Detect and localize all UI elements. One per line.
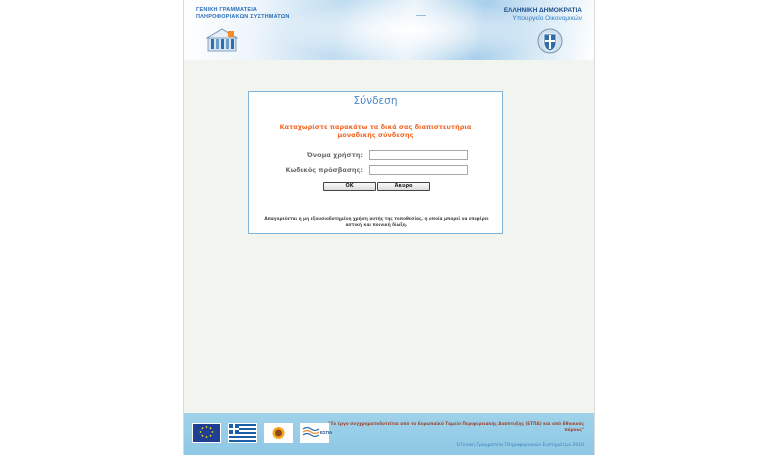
login-title: Σύνδεση [353,95,398,107]
greek-coat-of-arms-icon [536,27,564,55]
ok-button[interactable]: OK [323,182,376,191]
cancel-button[interactable]: Άκυρο [377,182,430,191]
copyright-notice: ©Γενική Γραμματεία Πληροφοριακών Συστημάτων 2010 [456,443,584,448]
password-input[interactable] [369,165,468,175]
eu-flag-icon [192,423,221,443]
header-ministry: Υπουργείο Οικονομικών [512,15,582,22]
password-label: Κωδικός πρόσβασης: [285,166,363,174]
header-right-title [504,7,582,23]
greek-flag-icon [228,423,257,443]
gsis-building-logo-icon [206,27,238,53]
login-instructions: Καταχωρίστε παρακάτω τα δικά σας διαπιστευτήρια μοναδικής σύνδεσης [279,123,472,139]
login-panel [248,91,503,234]
header-left-title [196,7,290,20]
digital-convergence-logo-icon [264,423,293,443]
header-decoration [416,15,426,16]
page-container [183,0,595,455]
password-row [249,165,502,177]
site-footer [184,413,594,455]
header-org-line2: ΠΛΗΡΟΦΟΡΙΑΚΩΝ ΣΥΣΤΗΜΑΤΩΝ [196,13,290,20]
header-org-line1: ΓΕΝΙΚΗ ΓΡΑΜΜΑΤΕΙΑ [196,7,258,13]
username-input[interactable] [369,150,468,160]
username-row [249,150,502,162]
header-country: ΕΛΛΗΝΙΚΗ ΔΗΜΟΚΡΑΤΙΑ [503,7,582,14]
unauthorized-use-warning: Απαγορεύεται η μη εξουσιοδοτημένη χρήση αυτής της τοποθεσίας, η οποία μπορεί να επιφέρει αστική και ποινική δίωξη. [264,216,489,227]
site-header [184,0,594,60]
funding-statement: "Το έργο συγχρηματοδοτείται από το Ευρωπαϊκό Ταμείο Περιφερειακής Ανάπτυξης (ΕΤΠΑ) και από Εθνικούς πόρους" [328,421,584,432]
espa-logo-label: ΕΣΠΑ [320,430,333,435]
username-label: Όνομα χρήστη: [306,151,363,159]
